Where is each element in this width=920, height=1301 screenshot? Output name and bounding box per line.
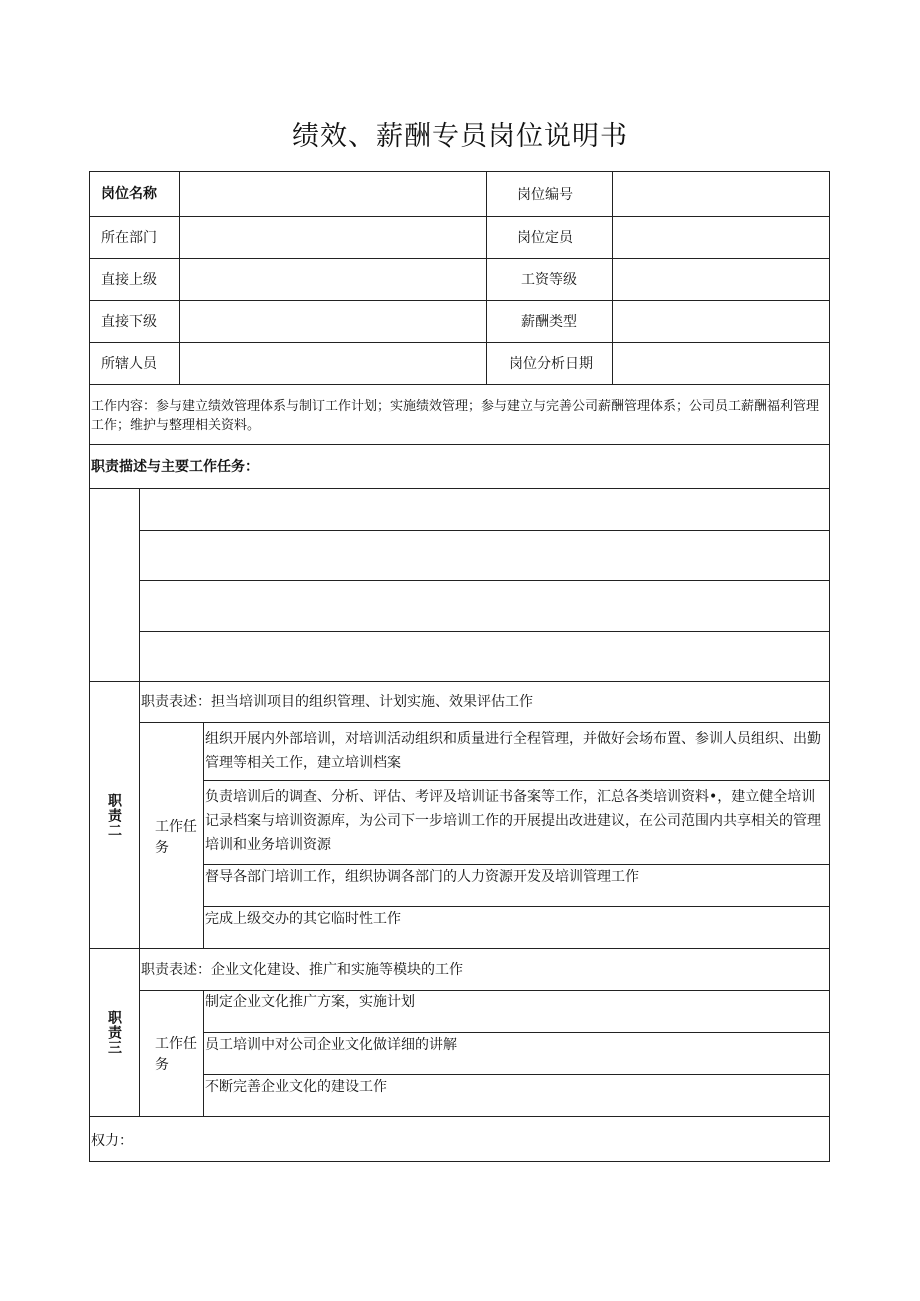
- duty3-statement: 职责表述：企业文化建设、推广和实施等模块的工作: [141, 962, 463, 978]
- work-content: 工作内容：参与建立绩效管理体系与制订工作计划；实施绩效管理；参与建立与完善公司薪酬管理体系；公司员工薪酬福利管理工作；维护与整理相关资料。: [91, 399, 820, 433]
- salary-grade-label: 工资等级: [521, 272, 577, 288]
- duty2-task-2: 负责培训后的调查、分析、评估、考评及培训证书备案等工作，汇总各类培训资料•，建立健全培训记录档案与培训资源库，为公司下一步培训工作的开展提出改进建议，在公司范围内共享相关的管理培训和业务培训资源: [205, 789, 821, 853]
- duty2-label: 职责二: [106, 793, 122, 838]
- duty2-task-1: 组织开展内外部培训，对培训活动组织和质量进行全程管理，并做好会场布置、参训人员组织、出勤管理等相关工作，建立培训档案: [205, 731, 821, 771]
- duty3-task-1: 制定企业文化推广方案，实施计划: [205, 994, 415, 1010]
- duty2-task-3: 督导各部门培训工作，组织协调各部门的人力资源开发及培训管理工作: [205, 869, 639, 885]
- position-name-label: 岗位名称: [101, 186, 157, 202]
- direct-subordinate-label: 直接下级: [101, 314, 157, 330]
- position-code-label: 岗位编号: [517, 187, 573, 203]
- duty3-task-3: 不断完善企业文化的建设工作: [205, 1079, 387, 1095]
- duty3-task-label: 工作任务: [155, 1036, 197, 1073]
- department-label: 所在部门: [101, 230, 157, 246]
- duty2-task-label: 工作任务: [155, 819, 197, 856]
- authority-label: 权力：: [91, 1133, 133, 1149]
- job-description-table: [89, 171, 830, 1162]
- direct-superior-label: 直接上级: [101, 272, 157, 288]
- duty3-label: 职责三: [106, 1010, 122, 1055]
- staff-under-label: 所辖人员: [101, 356, 157, 372]
- duty3-task-2: 员工培训中对公司企业文化做详细的讲解: [205, 1037, 457, 1053]
- analysis-date-label: 岗位分析日期: [509, 356, 593, 372]
- duty2-task-4: 完成上级交办的其它临时性工作: [205, 911, 401, 927]
- duty2-statement: 职责表述：担当培训项目的组织管理、计划实施、效果评估工作: [141, 694, 533, 710]
- headcount-label: 岗位定员: [517, 230, 573, 246]
- pay-type-label: 薪酬类型: [521, 314, 577, 330]
- page-title: 绩效、薪酬专员岗位说明书: [292, 121, 628, 152]
- duties-heading: 职责描述与主要工作任务：: [91, 459, 259, 475]
